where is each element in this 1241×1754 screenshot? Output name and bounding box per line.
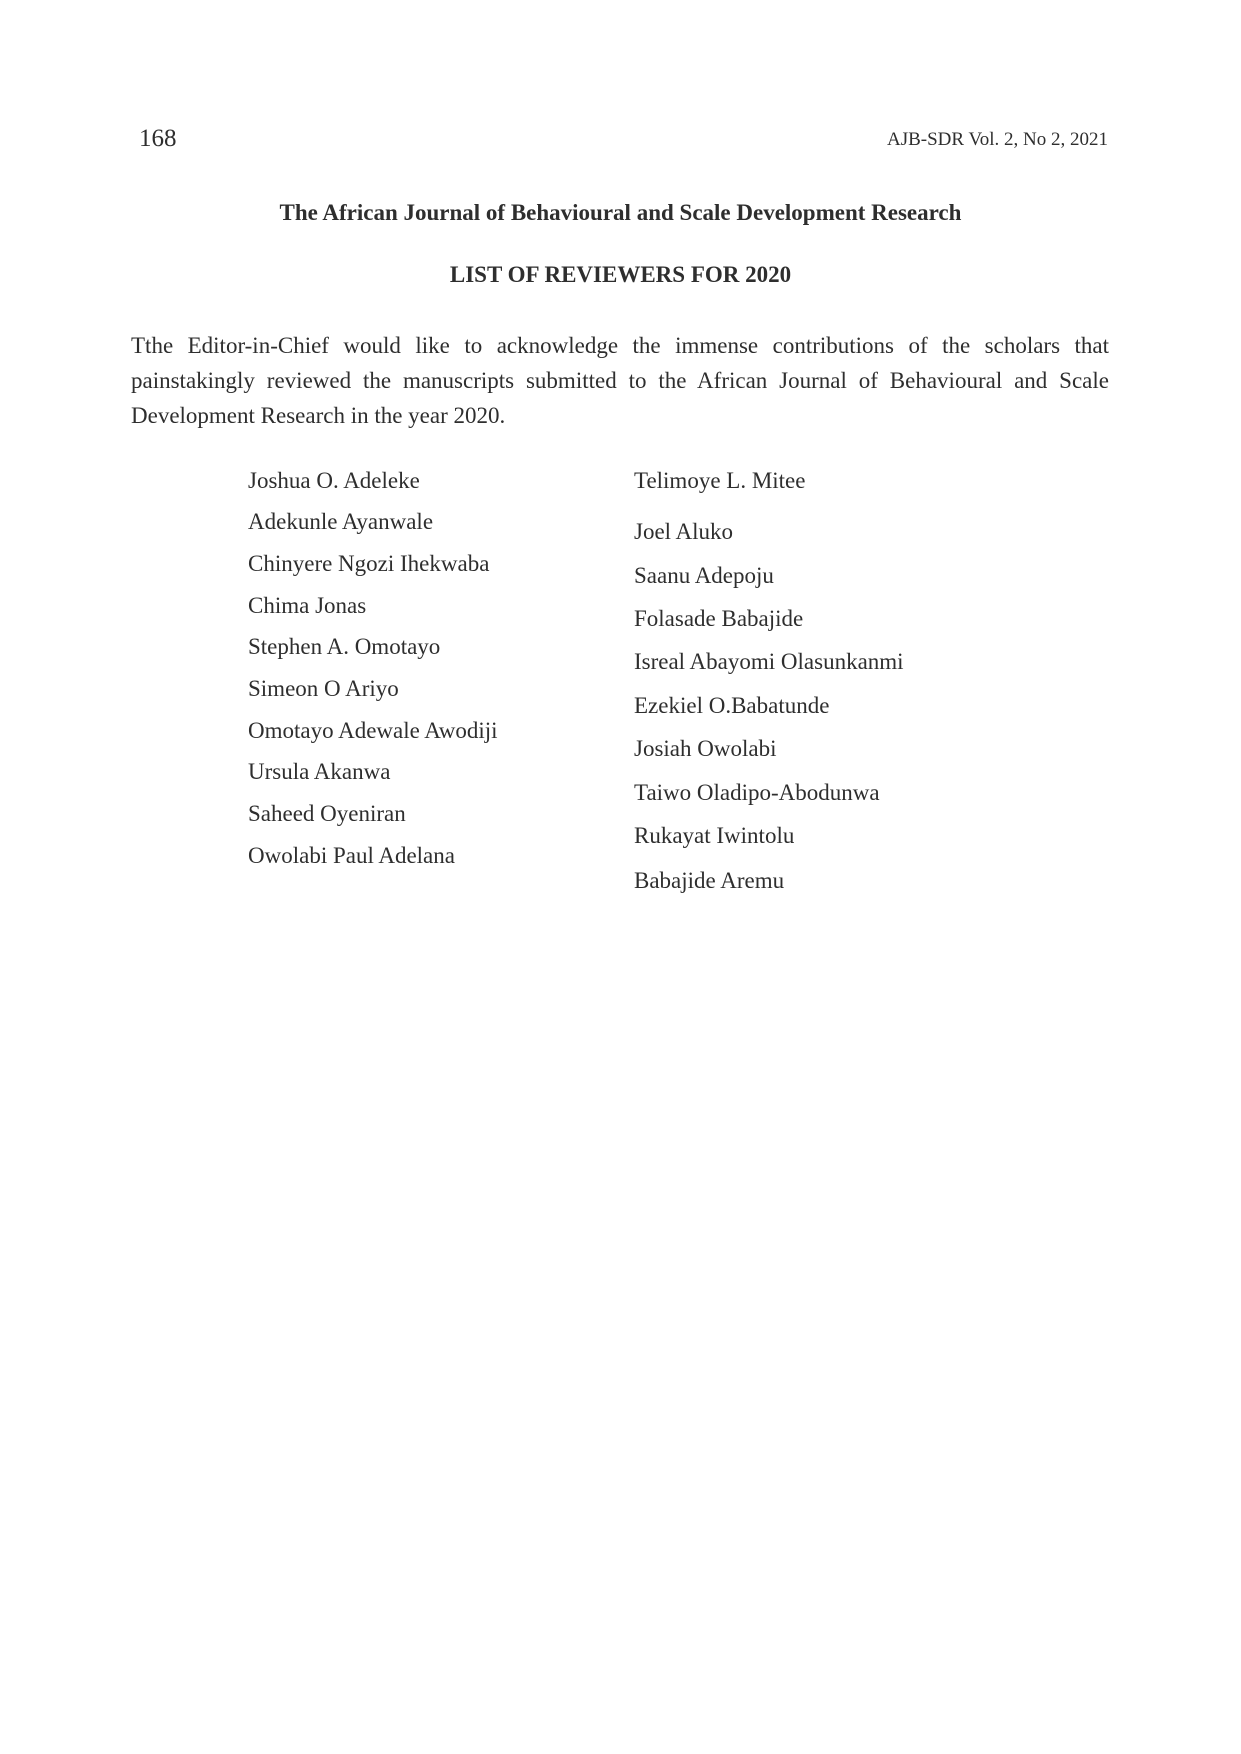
reviewer-name: Taiwo Oladipo-Abodunwa — [634, 780, 880, 805]
reviewer-name: Saheed Oyeniran — [248, 801, 406, 826]
reviewer-name: Owolabi Paul Adelana — [248, 843, 455, 868]
reviewer-name: Josiah Owolabi — [634, 736, 777, 761]
reviewer-name: Chima Jonas — [248, 593, 367, 618]
reviewer-name: Babajide Aremu — [634, 868, 785, 893]
reviewer-name: Ursula Akanwa — [248, 759, 391, 784]
reviewer-name: Folasade Babajide — [634, 606, 804, 631]
reviewer-name: Chinyere Ngozi Ihekwaba — [248, 551, 490, 576]
reviewer-name: Telimoye L. Mitee — [634, 468, 806, 493]
reviewer-name: Isreal Abayomi Olasunkanmi — [634, 649, 904, 674]
intro-paragraph: Tthe Editor-in-Chief would like to acknowledge the immense contributions of the scholars that painstakingly reviewed the manuscripts submitted to the African Journal of Behavioural and Scale Development Research in the year 2020. — [131, 333, 1109, 428]
reviewer-name: Saanu Adepoju — [634, 563, 774, 588]
page-number: 168 — [139, 125, 177, 152]
running-head: AJB-SDR Vol. 2, No 2, 2021 — [886, 129, 1108, 150]
reviewer-name: Rukayat Iwintolu — [634, 823, 795, 848]
reviewer-name: Stephen A. Omotayo — [248, 634, 441, 659]
list-heading: LIST OF REVIEWERS FOR 2020 — [449, 262, 792, 287]
reviewer-name: Ezekiel O.Babatunde — [634, 693, 830, 718]
journal-title: The African Journal of Behavioural and Scale Development Research — [279, 200, 962, 225]
reviewer-name: Omotayo Adewale Awodiji — [248, 718, 498, 743]
reviewer-name: Joel Aluko — [634, 519, 734, 544]
reviewer-name: Joshua O. Adeleke — [248, 468, 420, 493]
reviewer-name: Adekunle Ayanwale — [248, 509, 434, 534]
reviewer-name: Simeon O Ariyo — [248, 676, 399, 701]
